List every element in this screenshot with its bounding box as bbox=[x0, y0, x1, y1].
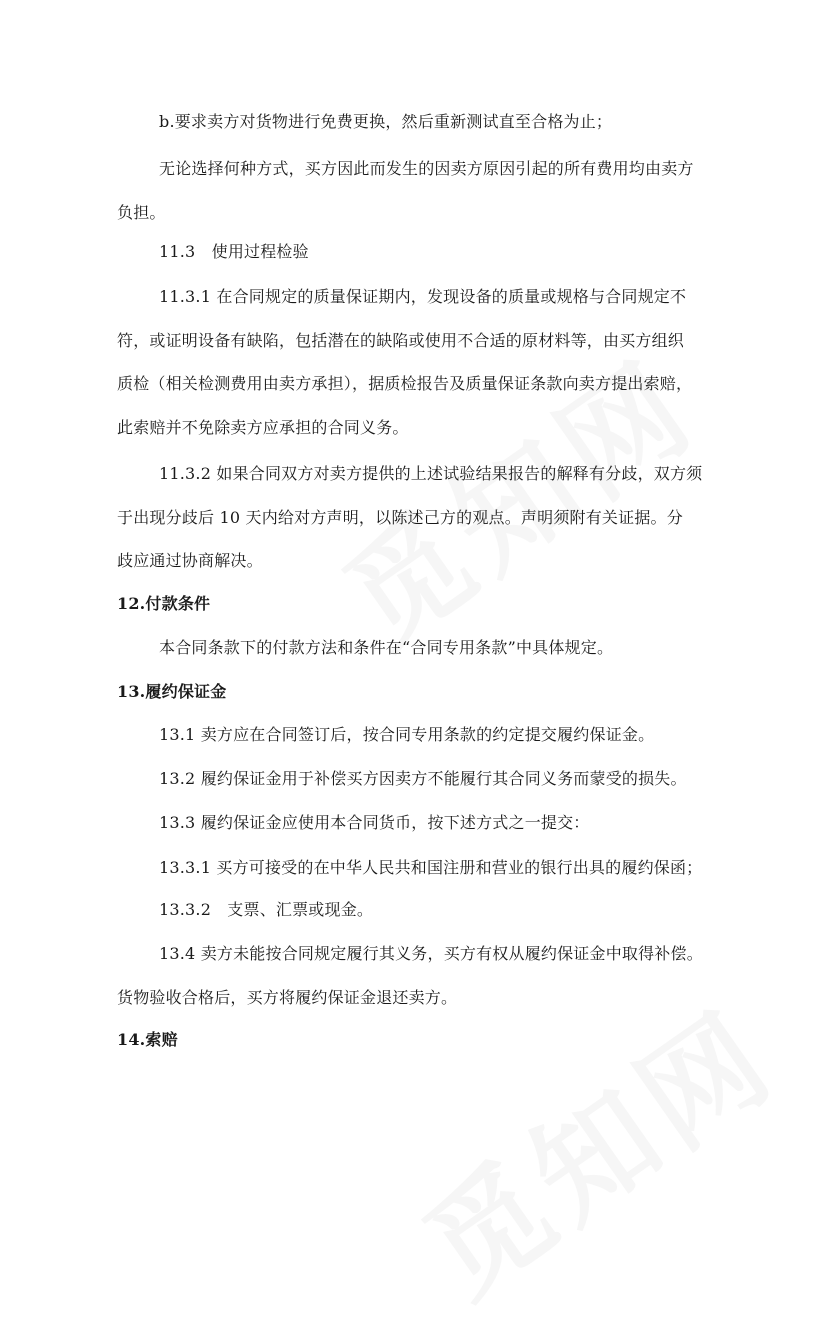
section-title-11-3: 11.3 使用过程检验 bbox=[159, 242, 309, 261]
paragraph-line: 歧应通过协商解决。 bbox=[117, 551, 263, 570]
paragraph-line: 质检（相关检测费用由卖方承担），据质检报告及质量保证条款向卖方提出索赔， bbox=[117, 374, 693, 393]
paragraph-line: 此索赔并不免除卖方应承担的合同义务。 bbox=[117, 418, 409, 437]
paragraph-line: b.要求卖方对货物进行免费更换，然后重新测试直至合格为止； bbox=[159, 112, 613, 131]
paragraph-line: 符，或证明设备有缺陷，包括潜在的缺陷或使用不合适的原材料等，由买方组织 bbox=[117, 331, 685, 350]
paragraph-line: 13.3.2 支票、汇票或现金。 bbox=[159, 900, 374, 919]
paragraph-line: 负担。 bbox=[117, 203, 166, 222]
watermark bbox=[306, 314, 724, 679]
paragraph-line: 11.3.2 如果合同双方对卖方提供的上述试验结果报告的解释有分歧，双方须 bbox=[159, 464, 703, 483]
paragraph-line: 11.3.1 在合同规定的质量保证期内，发现设备的质量或规格与合同规定不 bbox=[159, 287, 687, 306]
section-heading-12: 12.付款条件 bbox=[117, 594, 211, 613]
paragraph-line: 13.4 卖方未能按合同规定履行其义务，买方有权从履约保证金中取得补偿。 bbox=[159, 944, 703, 963]
paragraph-line: 于出现分歧后 10 天内给对方声明，以陈述己方的观点。声明须附有关证据。分 bbox=[117, 508, 683, 527]
paragraph-line: 13.1 卖方应在合同签订后，按合同专用条款的约定提交履约保证金。 bbox=[159, 725, 655, 744]
paragraph-line: 货物验收合格后，买方将履约保证金退还卖方。 bbox=[117, 988, 458, 1007]
paragraph-line: 13.2 履约保证金用于补偿买方因卖方不能履行其合同义务而蒙受的损失。 bbox=[159, 769, 687, 788]
paragraph-line: 13.3 履约保证金应使用本合同货币，按下述方式之一提交： bbox=[159, 813, 590, 832]
watermark bbox=[386, 964, 804, 1328]
paragraph-line: 无论选择何种方式，买方因此而发生的因卖方原因引起的所有费用均由卖方 bbox=[159, 159, 694, 178]
paragraph-line: 本合同条款下的付款方法和条件在“合同专用条款”中具体规定。 bbox=[159, 638, 614, 657]
section-heading-14: 14.索赔 bbox=[117, 1030, 178, 1049]
paragraph-line: 13.3.1 买方可接受的在中华人民共和国注册和营业的银行出具的履约保函； bbox=[159, 858, 703, 877]
section-heading-13: 13.履约保证金 bbox=[117, 682, 227, 701]
